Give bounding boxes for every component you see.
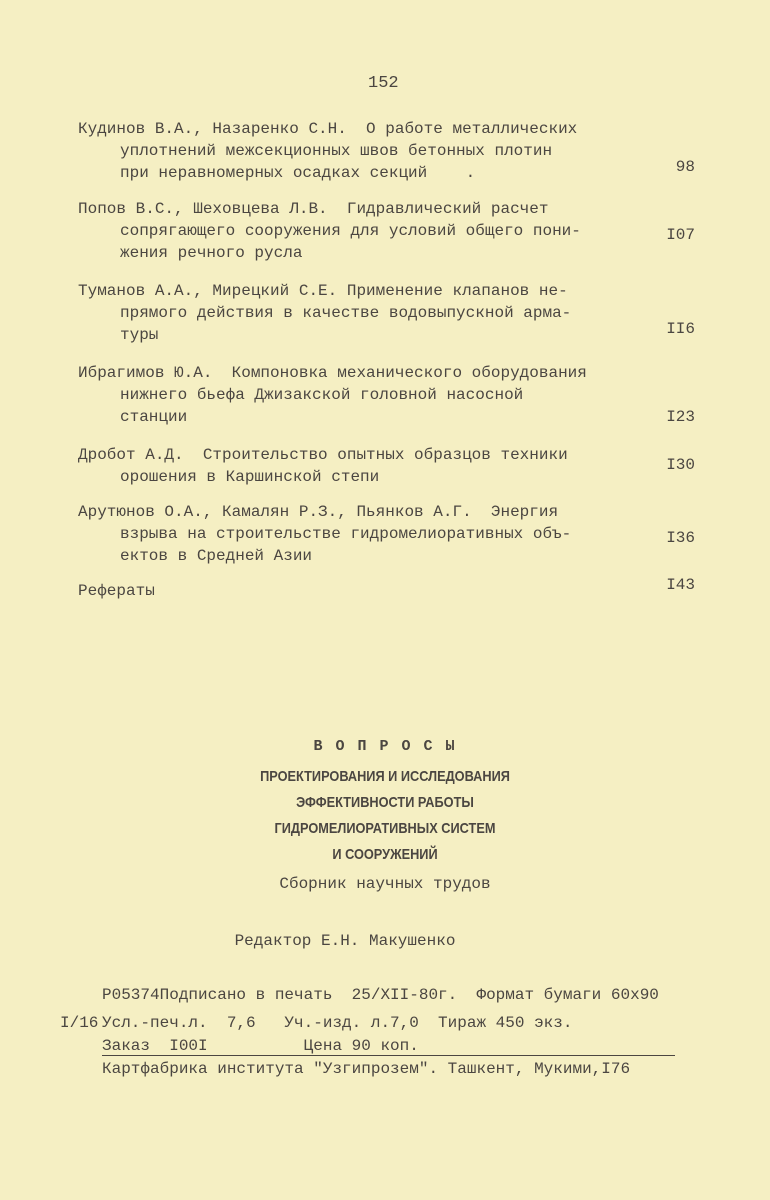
toc-entry-line: жения речного русла (120, 244, 303, 262)
imprint-line-1: Р05374Подписано в печать 25/XII-80г. Формат бумаги 60х90 (102, 986, 659, 1004)
imprint-line-4: Картфабрика института "Узгипрозем". Ташкент, Мукими,I76 (102, 1060, 631, 1078)
series-title: В О П Р О С Ы (313, 738, 457, 755)
toc-entry-line: туры (120, 326, 159, 344)
toc-page-number: 98 (675, 158, 695, 176)
editor: Редактор Е.Н. Макушенко (234, 932, 456, 950)
toc-page-number: I07 (666, 226, 695, 244)
book-title-line: И СООРУЖЕНИЙ (332, 846, 438, 863)
book-title-line: ЭФФЕКТИВНОСТИ РАБОТЫ (296, 794, 474, 811)
toc-page-number: I23 (666, 408, 695, 426)
toc-entry-line: Рефераты (78, 582, 155, 600)
imprint-order: Заказ I00I Цена 90 коп. (102, 1037, 675, 1056)
book-title-line: ГИДРОМЕЛИОРАТИВНЫХ СИСТЕМ (274, 820, 496, 837)
page-number: 152 (368, 74, 399, 93)
toc-page-number: I30 (666, 456, 695, 474)
imprint-line-2: Усл.-печ.л. 7,6 Уч.-изд. л.7,0 Тираж 450 экз. (102, 1014, 573, 1032)
toc-page-number: II6 (666, 320, 695, 338)
toc-entry-line: ектов в Средней Азии (120, 547, 313, 565)
toc-entry-line: при неравномерных осадках секций . (120, 164, 476, 182)
toc-entry-line: нижнего бьефа Джизакской головной насосной (120, 386, 524, 404)
format-suffix: I/16 (60, 1014, 99, 1032)
toc-entry-line: Туманов А.А., Мирецкий С.Е. Применение клапанов не- (78, 282, 568, 300)
toc-entry-line: Попов В.С., Шеховцева Л.В. Гидравлический расчет (78, 200, 549, 218)
book-title-line: ПРОЕКТИРОВАНИЯ И ИССЛЕДОВАНИЯ (260, 768, 510, 785)
toc-entry-line: прямого действия в качестве водовыпускной арма- (120, 304, 572, 322)
toc-entry-line: Дробот А.Д. Строительство опытных образцов техники (78, 446, 568, 464)
toc-page-number: I36 (666, 529, 695, 547)
toc-entry-line: Кудинов В.А., Назаренко С.Н. О работе металлических (78, 120, 578, 138)
toc-entry-line: Арутюнов О.А., Камалян Р.З., Пьянков А.Г. Энергия (78, 503, 559, 521)
toc-entry-line: Ибрагимов Ю.А. Компоновка механического оборудования (78, 364, 587, 382)
toc-entry-line: взрыва на строительстве гидромелиоративных объ- (120, 525, 572, 543)
toc-entry-line: орошения в Каршинской степи (120, 468, 380, 486)
toc-page-number: I43 (666, 576, 695, 594)
subtitle: Сборник научных трудов (279, 875, 491, 893)
toc-entry-line: уплотнений межсекционных швов бетонных плотин (120, 142, 553, 160)
toc-entry-line: станции (120, 408, 188, 426)
toc-entry-line: сопрягающего сооружения для условий общего пони- (120, 222, 581, 240)
